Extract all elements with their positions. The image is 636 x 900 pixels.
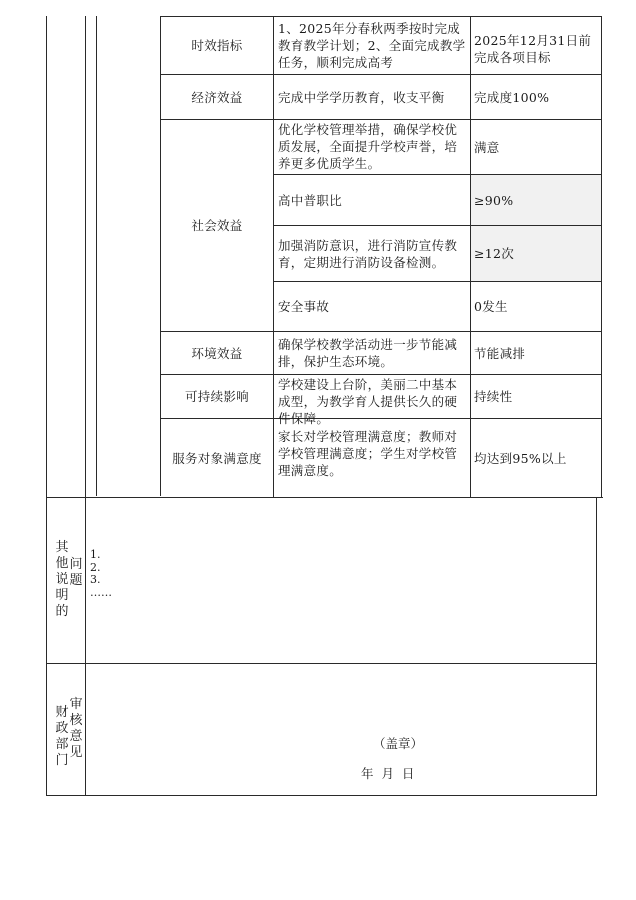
finance-label: 财政部门 [55,705,69,768]
target-cell: 均达到95%以上 [474,450,567,466]
outer-left-border [46,16,47,796]
indicator-cell: 可持续影响 [184,389,249,404]
content-cell: 优化学校管理举措，确保学校优质发展，全面提升学校声誉，培养更多优质学生。 [278,122,458,171]
column-border [470,16,471,498]
content-cell: 加强消防意识，进行消防宣传教育，定期进行消防设备检测。 [278,237,458,270]
column-border [273,16,274,498]
content-cell: 学校建设上台阶，美丽二中基本成型，为教学育人提供长久的硬件保障。 [278,377,458,426]
section-border [46,795,597,796]
list-item: 1. [90,548,101,561]
other-notes-sublabel: 问题 [69,557,83,588]
content-cell: 家长对学校管理满意度；教师对学校管理满意度；学生对学校管理满意度。 [278,429,458,478]
content-cell: 完成中学学历教育，收支平衡 [278,89,445,105]
indicator-cell: 经济效益 [191,89,243,105]
indicator-cell: 环境效益 [191,345,243,361]
section-border [46,497,603,498]
column-border [85,16,86,796]
content-cell: 高中普职比 [278,192,343,208]
target-cell: 持续性 [474,389,513,404]
content-cell: 安全事故 [278,299,330,314]
seal-label: （盖章） [373,736,424,751]
issues-list [90,549,112,599]
column-border [96,16,97,496]
target-cell: 0发生 [474,299,508,314]
outer-right-border [596,498,597,796]
target-cell: 满意 [474,139,500,155]
list-item: 2. [90,560,101,574]
section-border [46,663,597,664]
column-border [601,16,602,498]
list-item: …… [90,585,112,599]
target-cell: 完成度100% [474,89,550,105]
target-cell: 节能减排 [474,345,526,361]
other-notes-label: 其他说明的 [55,540,69,619]
indicator-cell: 时效指标 [191,38,243,53]
target-cell: ≥12次 [474,246,515,261]
date-label: 年 月 日 [361,766,415,781]
list-item: 3. [90,573,101,586]
content-cell: 确保学校教学活动进一步节能减排，保护生态环境。 [278,337,458,369]
indicator-cell: 服务对象满意度 [172,450,262,466]
finance-sublabel: 审核意见 [69,697,83,760]
target-cell: ≥90% [474,192,514,208]
content-cell: 1、2025年分春秋两季按时完成教育教学计划；2、全面完成教学任务，顺利完成高考 [278,21,466,70]
target-cell: 2025年12月31日前完成各项目标 [474,33,592,65]
indicator-cell: 社会效益 [191,218,243,233]
